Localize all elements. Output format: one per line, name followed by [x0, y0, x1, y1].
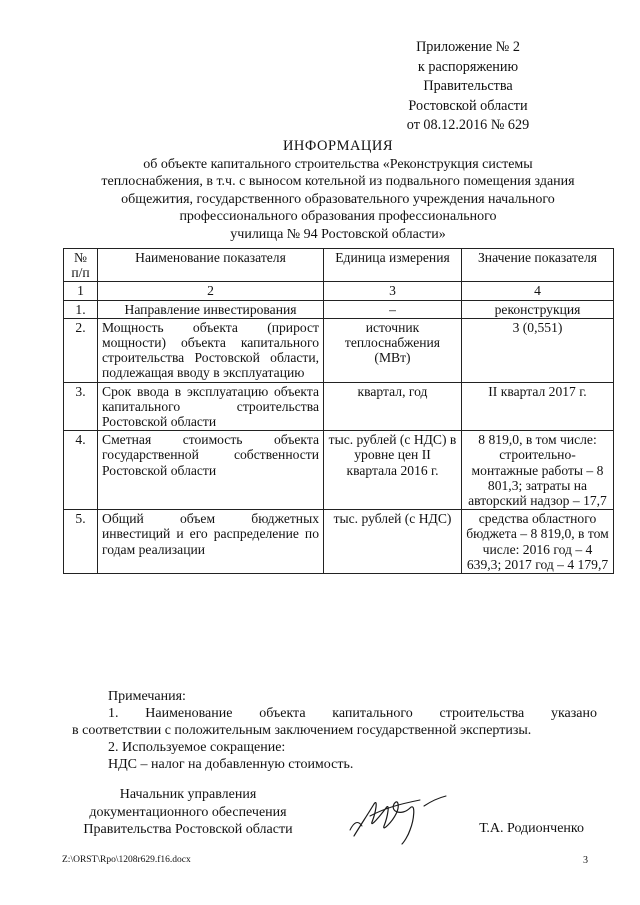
row-unit: квартал, год [324, 382, 462, 431]
table-row [64, 300, 614, 318]
row-name: Сметная стоимость объекта государственной собственности Ростовской области [98, 431, 324, 510]
notes-section [72, 688, 597, 773]
row-unit: – [324, 300, 462, 318]
title-heading: ИНФОРМАЦИЯ [282, 138, 394, 154]
notes-heading: Примечания: [108, 689, 186, 704]
page-number: 3 [583, 855, 588, 866]
row-unit: тыс. рублей (с НДС) в уровне цен II квартала 2016 г. [324, 431, 462, 510]
header-unit: Единица измерения [324, 249, 462, 282]
table-row [64, 382, 614, 431]
index-cell: 2 [98, 282, 324, 300]
row-unit: тыс. рублей (с НДС) [324, 510, 462, 574]
header-num: № п/п [64, 249, 98, 282]
title-line-2: теплоснабжения, в т.ч. с выносом котельной из подвального помещения здания [101, 174, 575, 189]
table-row [64, 510, 614, 574]
row-value: 3 (0,551) [462, 318, 614, 382]
row-num: 4. [64, 431, 98, 510]
title-line-1: об объекте капитального строительства «Реконструкция системы [143, 156, 533, 172]
note-1-start: 1. Наименование объекта капитального строительства указано [108, 706, 597, 721]
title-line-4: профессионального образования профессионального [179, 209, 497, 224]
row-num: 3. [64, 382, 98, 431]
header-value: Значение показателя [462, 249, 614, 282]
index-cell: 3 [324, 282, 462, 300]
row-value: II квартал 2017 г. [462, 382, 614, 431]
appendix-block [368, 38, 568, 136]
row-num: 5. [64, 510, 98, 574]
table-index-row [64, 282, 614, 300]
row-value: средства областного бюджета – 8 819,0, в том числе: 2016 год – 4 639,3; 2017 год – 4 179,7 [462, 510, 614, 574]
appendix-line-4: Ростовской области [408, 97, 528, 114]
signatory-line-2: документационного обеспечения [89, 804, 287, 820]
table-row [64, 431, 614, 510]
row-unit: источник теплоснабжения (МВт) [324, 318, 462, 382]
row-value: 8 819,0, в том числе: строительно-монтажные работы – 8 801,3; затраты на авторский надзор – 17,7 [462, 431, 614, 510]
signatory-line-1: Начальник управления [119, 787, 257, 802]
table-header-row [64, 249, 614, 282]
title-line-3: общежития, государственного образовательного учреждения начального [121, 191, 555, 207]
title-line-5: училища № 94 Ростовской области» [230, 226, 446, 242]
appendix-line-5: от 08.12.2016 № 629 [406, 117, 530, 133]
appendix-line-2: к распоряжению [417, 58, 519, 75]
row-num: 1. [64, 300, 98, 318]
note-1-end: в соответствии с положительным заключением государственной экспертизы. [72, 723, 532, 738]
note-2: 2. Используемое сокращение: [108, 740, 286, 755]
footer-file-path: Z:\ORST\Rpo\1208r629.f16.docx [62, 855, 191, 865]
header-name: Наименование показателя [98, 249, 324, 282]
row-value: реконструкция [462, 300, 614, 318]
signatory-name: Т.А. Родионченко [479, 821, 584, 836]
index-cell: 1 [64, 282, 98, 300]
row-name: Общий объем бюджетных инвестиций и его распределение по годам реализации [98, 510, 324, 574]
row-num: 2. [64, 318, 98, 382]
row-name: Мощность объекта (прирост мощности) объекта капитального строительства Ростовской области, подлежащая вводу в эксплуатацию [98, 318, 324, 382]
signatory-position [68, 786, 308, 839]
index-cell: 4 [462, 282, 614, 300]
indicators-table [63, 248, 614, 574]
signatory-line-3: Правительства Ростовской области [83, 822, 293, 837]
note-2-definition: НДС – налог на добавленную стоимость. [108, 757, 354, 772]
table-row [64, 318, 614, 382]
handwritten-signature [340, 786, 460, 846]
row-name: Срок ввода в эксплуатацию объекта капитального строительства Ростовской области [98, 382, 324, 431]
appendix-line-1: Приложение № 2 [416, 39, 520, 55]
document-title [60, 138, 616, 243]
row-name: Направление инвестирования [98, 300, 324, 318]
appendix-line-3: Правительства [423, 78, 513, 94]
